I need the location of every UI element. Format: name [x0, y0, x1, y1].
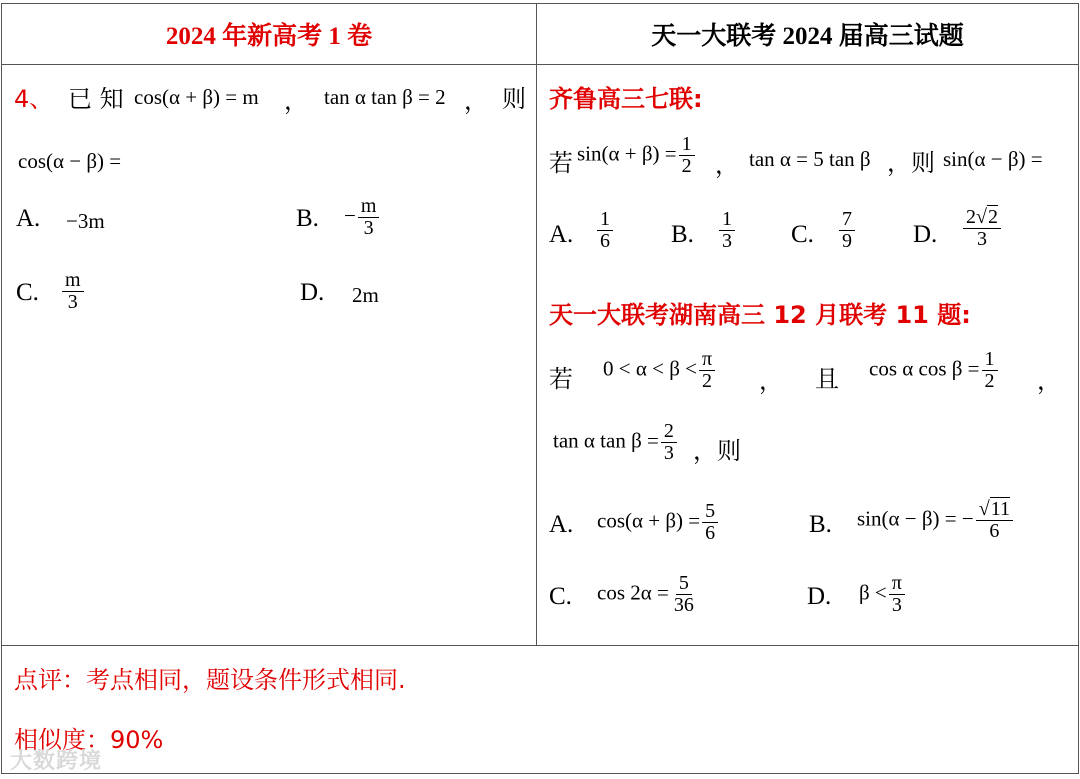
p1-c-denominator: 9	[842, 230, 852, 253]
problem-2-option-c-value	[597, 573, 699, 616]
p1-b-numerator: 1	[719, 209, 735, 231]
question-comma-2: ，	[464, 87, 488, 116]
p2-frac-denominator: 2	[984, 370, 995, 393]
problem-1-ruo: 若	[549, 149, 573, 178]
p2-d-expr: β <	[859, 580, 887, 605]
left-question-cell	[2, 65, 537, 646]
p1-d-coef: 2	[966, 206, 976, 229]
question-expr-2: tan α tan β = 2	[324, 85, 446, 110]
p2-b-denominator: 6	[989, 520, 1000, 543]
problem-1-frac-numerator: 1	[679, 134, 695, 156]
p2-c-denominator: 36	[673, 594, 694, 617]
option-b-denominator: 3	[363, 217, 374, 240]
problem-2-comma: ，	[759, 367, 783, 396]
question-known: 已 知	[68, 85, 124, 114]
problem-2-comma-2: ，	[1037, 367, 1061, 396]
problem-2-qie: 且	[815, 365, 839, 394]
problem-1-option-a-value	[595, 209, 615, 252]
problem-2-option-a-value	[597, 501, 720, 544]
p2-pi-denominator: 2	[702, 370, 713, 393]
problem-2-title: 天一大联考湖南高三 12 月联考 11 题:	[549, 301, 971, 330]
content-row	[2, 65, 1079, 646]
comparison-table	[1, 3, 1079, 774]
option-c-numerator: m	[62, 270, 84, 292]
p2-b-expr: sin(α − β) = −	[857, 506, 974, 531]
problem-2-expr-1	[603, 349, 717, 392]
p2-c-expr: cos 2α =	[597, 580, 669, 605]
watermark-logo	[10, 744, 102, 775]
p2-frac2-numerator: 2	[661, 421, 677, 443]
p2-c-numerator: 5	[676, 573, 692, 595]
p2-pi-numerator: π	[699, 349, 715, 371]
option-b-sign: −	[344, 203, 356, 228]
problem-1-option-d-value: $\frac{2√2}{3}$	[961, 207, 1003, 250]
footer-row	[2, 646, 1079, 774]
question-number: 4、	[14, 85, 54, 114]
problem-2-ruo: 若	[549, 365, 573, 394]
problem-1-expr-2: tan α = 5 tan β	[749, 147, 871, 172]
header-right: 天一大联考 2024 届高三试题	[537, 4, 1079, 65]
question-expr-1: cos(α + β) = m	[134, 85, 259, 110]
p2-frac-numerator: 1	[982, 349, 998, 371]
option-d-label: D.	[300, 279, 325, 307]
p1-d-radicand: 2	[987, 206, 998, 229]
option-d-value: 2m	[352, 283, 379, 308]
problem-1-expr-1-text: sin(α + β) =	[577, 141, 677, 166]
option-c-denominator: 3	[67, 291, 78, 314]
problem-1-expr-3: sin(α − β) =	[943, 147, 1043, 172]
review-comment: 点评：考点相同，题设条件形式相同.	[14, 666, 406, 695]
problem-1-option-b-value	[717, 209, 737, 252]
question-comma-1: ，	[284, 87, 308, 116]
option-a-label: A.	[16, 205, 41, 233]
problem-2-expr-2-text: cos α cos β =	[869, 356, 980, 381]
problem-2-option-d-value	[859, 573, 907, 616]
p2-a-denominator: 6	[705, 522, 716, 545]
question-then: 则	[502, 85, 526, 114]
watermark-text: 大数跨境	[10, 749, 103, 774]
problem-1-then: ，则	[887, 149, 935, 178]
p2-frac2-denominator: 3	[663, 442, 674, 465]
option-b-numerator: m	[358, 196, 380, 218]
p1-b-denominator: 3	[722, 230, 732, 253]
problem-1-option-c-value	[837, 209, 857, 252]
problem-2-expr-3	[553, 421, 679, 464]
option-a-value: −3m	[66, 209, 105, 234]
similarity-rating: 相似度：90%	[14, 726, 164, 755]
option-b-value	[344, 196, 381, 239]
p2-b-radicand: 11	[990, 498, 1010, 521]
p1-c-numerator: 7	[839, 209, 855, 231]
problem-2-option-a-label: A.	[549, 511, 574, 539]
problem-2-option-c-label: C.	[549, 583, 572, 611]
p2-a-expr: cos(α + β) =	[597, 508, 701, 533]
problem-2-option-d-label: D.	[807, 583, 832, 611]
problem-2-then: ，则	[693, 437, 741, 466]
p1-a-numerator: 1	[597, 209, 613, 231]
p2-d-denominator: 3	[891, 594, 902, 617]
p2-d-numerator: π	[889, 573, 905, 595]
problem-2-option-b-value: sin(α − β) = − $\frac{√11}{6}$	[857, 499, 1015, 542]
problem-1-option-a-label: A.	[549, 221, 574, 249]
problem-1-option-c-label: C.	[791, 221, 814, 249]
right-question-cell	[537, 65, 1079, 646]
option-c-label: C.	[16, 279, 39, 307]
question-expr-3: cos(α − β) =	[18, 149, 122, 174]
problem-2-option-b-label: B.	[809, 511, 832, 539]
problem-2-expr-1-text: 0 < α < β <	[603, 356, 697, 381]
problem-2-expr-3-text: tan α tan β =	[553, 428, 659, 453]
p1-a-denominator: 6	[600, 230, 610, 253]
problem-1-frac-denominator: 2	[681, 155, 692, 178]
problem-1-expr-1	[577, 134, 697, 177]
header-row	[2, 4, 1079, 65]
problem-1-option-d-label: D.	[913, 221, 938, 249]
footer-cell	[2, 646, 1079, 774]
problem-1-option-b-label: B.	[671, 221, 694, 249]
problem-1-comma: ，	[715, 151, 739, 180]
problem-2-expr-2	[869, 349, 1000, 392]
p2-a-numerator: 5	[702, 501, 718, 523]
option-b-label: B.	[296, 205, 319, 233]
option-c-value	[60, 270, 86, 313]
header-left: 2024 年新高考 1 卷	[2, 4, 537, 65]
problem-1-title: 齐鲁高三七联:	[549, 85, 703, 114]
p1-d-denominator: 3	[976, 228, 987, 251]
